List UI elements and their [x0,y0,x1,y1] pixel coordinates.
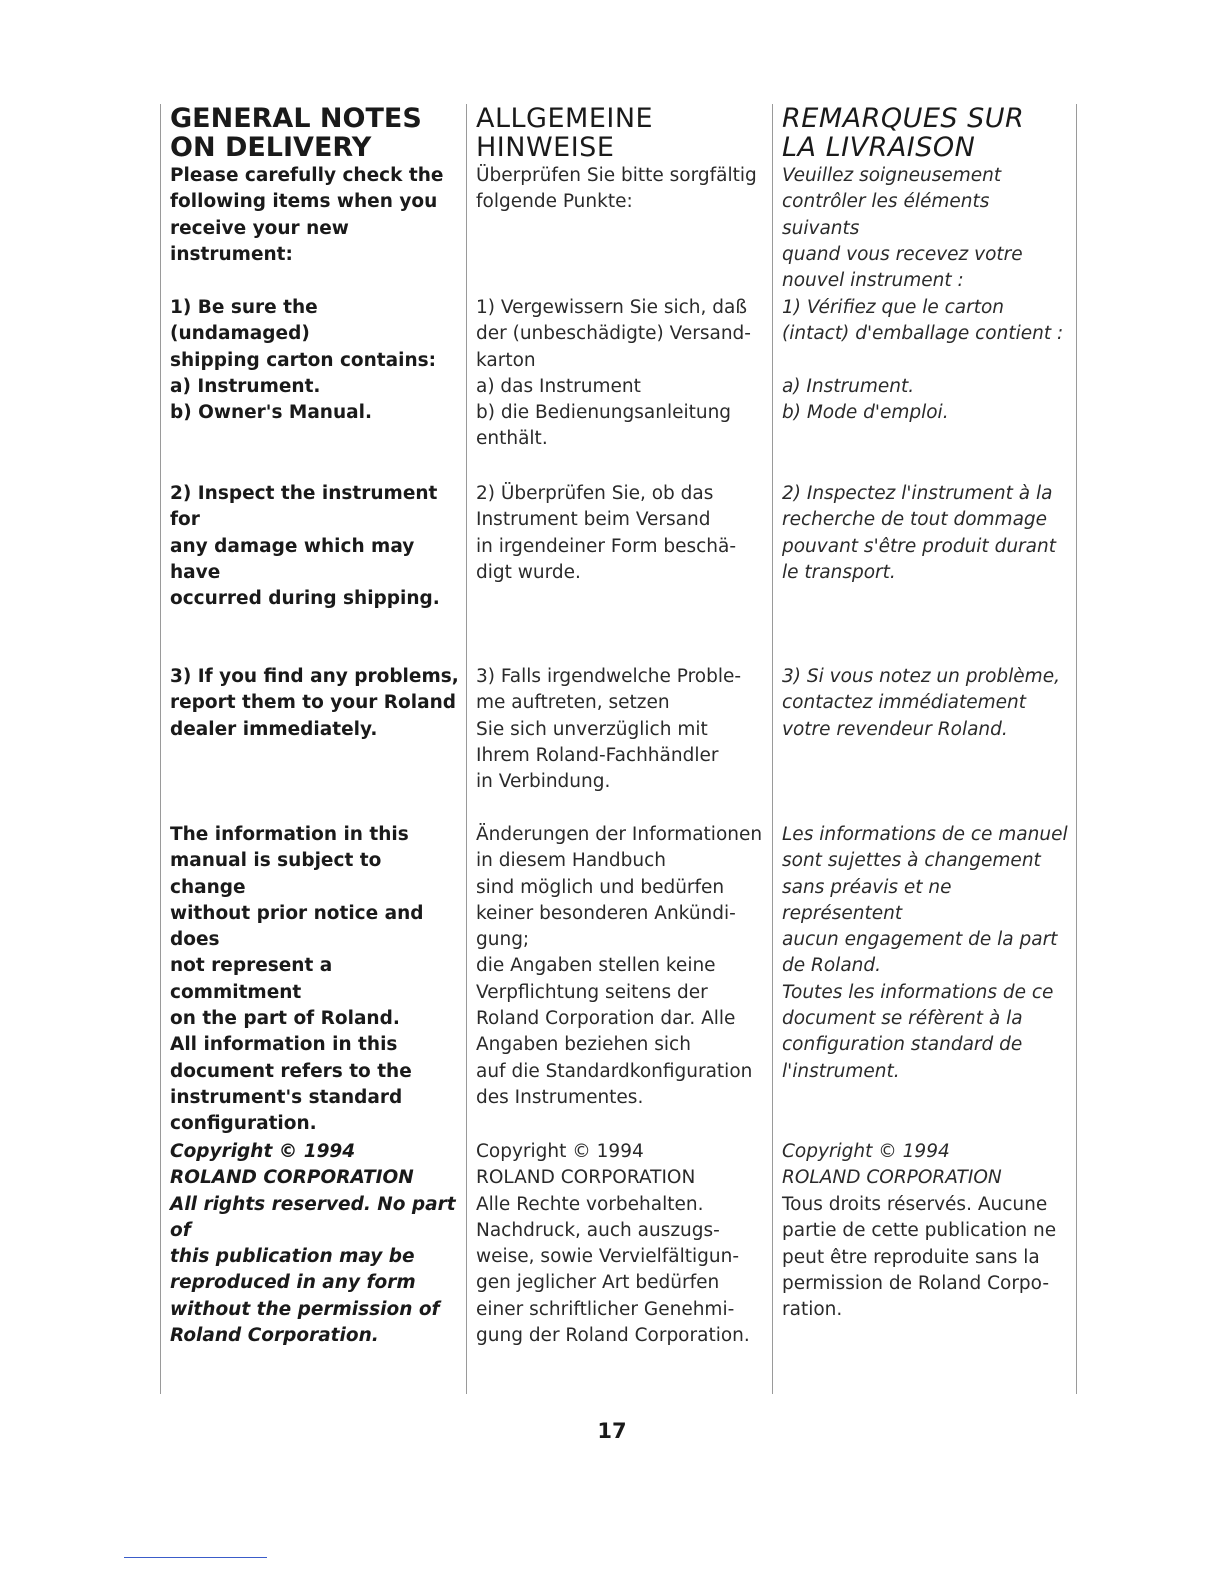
heading-english: GENERAL NOTES ON DELIVERY [170,103,422,163]
column-divider-1 [466,104,467,1394]
step2-french: 2) Inspectez l'instrument à la recherche de tout dommage pouvant s'être produit durant le transport. [782,483,1056,583]
step2-english: 2) Inspect the instrument for any damage which may have occurred during shipping. [170,483,440,610]
page-number: 17 [597,1419,627,1443]
step1-items-french: a) Instrument. b) Mode d'emploi. [782,376,949,424]
info-german: Änderungen der Informationen in diesem Handbuch sind möglich und bedürfen keiner besonderen Ankündi- gung; die Angaben stellen keine Verpflichtung seitens der Roland Corporation dar. Alle Angaben beziehen sich auf die Standardkonfiguration des Instrumentes. [476,824,763,1108]
column-french [782,103,1072,1321]
copyright-english: Copyright © 1994 ROLAND CORPORATION All rights reserved. No part of this publication may be reproduced in any form without the permission of Roland Corporation. [170,1141,456,1347]
step1-german: 1) Vergewissern Sie sich, daß der (unbeschädigte) Versand- karton a) das Instrument b) die Bedienungsanleitung enthält. [476,297,751,450]
step1-english: 1) Be sure the (undamaged) shipping carton contains: [170,297,437,371]
info-french: Les informations de ce manuel sont sujettes à changement sans préavis et ne représentent aucun engagement de la part de Roland. Toutes les informations de ce document se réfèrent à la configuration standard de l'instrument. [782,824,1068,1082]
copyright-german: Copyright © 1994 ROLAND CORPORATION Alle Rechte vorbehalten. Nachdruck, auch auszugs- weise, sowie Vervielfältigun- gen jeglicher Art bedürfen einer schriftlicher Genehmi- gung der Roland Corporation. [476,1141,750,1347]
copyright-french-body: Tous droits réservés. Aucune partie de cette publication ne peut être reproduite sans la permission de Roland Corpo- ration. [782,1194,1057,1321]
column-divider-right [1076,104,1077,1394]
step1-items-english: a) Instrument. b) Owner's Manual. [170,376,373,424]
column-divider-left [160,104,161,1394]
column-english [170,103,462,1347]
step3-english: 3) If you find any problems, report them to your Roland dealer immediately. [170,666,459,740]
footer-rule [124,1557,267,1558]
heading-german: ALLGEMEINE HINWEISE [476,103,654,163]
info-english: The information in this manual is subject to change without prior notice and does not represent a commitment on the part of Roland. All information in this document refers to the instrument's standard configuration. [170,824,424,1135]
step2-german: 2) Überprüfen Sie, ob das Instrument beim Versand in irgendeiner Form beschä- digt wurde. [476,483,737,583]
step1-french: 1) Vérifiez que le carton (intact) d'emballage contient : [782,297,1064,345]
intro-german: Überprüfen Sie bitte sorgfältig folgende Punkte: [476,165,757,213]
copyright-french-title: Copyright © 1994 ROLAND CORPORATION [782,1141,1002,1189]
step3-french: 3) Si vous notez un problème, contactez immédiatement votre revendeur Roland. [782,666,1060,740]
heading-french: REMARQUES SUR LA LIVRAISON [782,103,1025,163]
intro-french: Veuillez soigneusement contrôler les éléments suivants quand vous recevez votre nouvel instrument : [782,165,1023,292]
intro-english: Please carefully check the following items when you receive your new instrument: [170,165,444,265]
column-german [476,103,766,1347]
column-divider-2 [772,104,773,1394]
step3-german: 3) Falls irgendwelche Proble- me auftreten, setzen Sie sich unverzüglich mit Ihrem Roland-Fachhändler in Verbindung. [476,666,742,793]
